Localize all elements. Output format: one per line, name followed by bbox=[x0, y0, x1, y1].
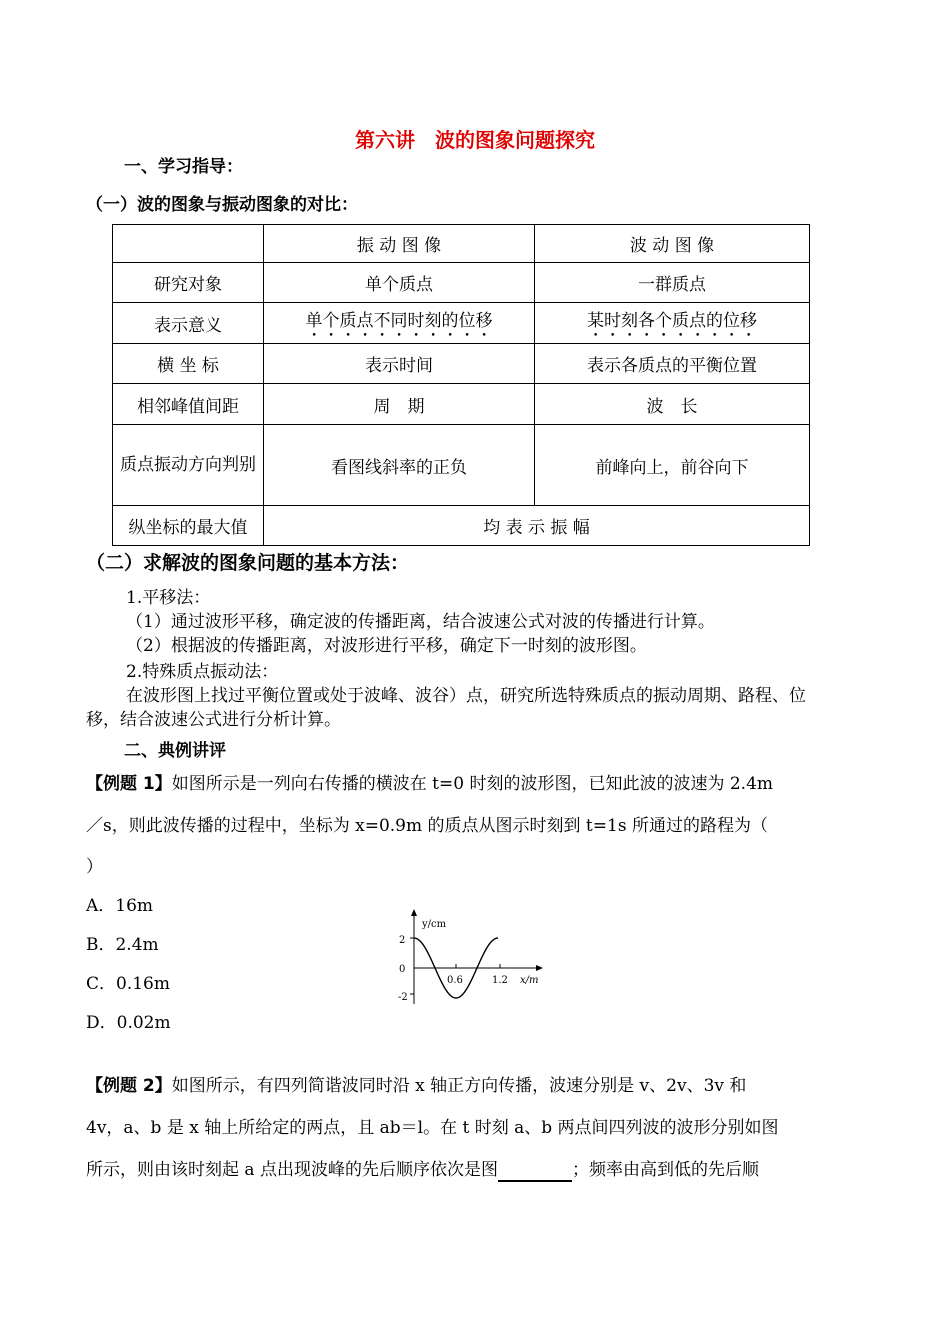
method-item: （1）通过波形平移，确定波的传播距离，结合波速公式对波的传播进行计算。 bbox=[126, 612, 715, 632]
table-row-label: 横 坐 标 bbox=[113, 344, 264, 384]
y-axis-label: y/cm bbox=[422, 919, 447, 930]
table-header-cell: 振 动 图 像 bbox=[264, 225, 535, 263]
answer-blank bbox=[498, 1162, 572, 1182]
table-row bbox=[113, 303, 810, 344]
option-b: B．2.4m bbox=[86, 935, 159, 955]
table-cell bbox=[264, 303, 535, 344]
y-axis-arrow bbox=[411, 909, 417, 916]
table-cell: 单个质点 bbox=[264, 263, 535, 303]
example-2-line-3 bbox=[86, 1158, 856, 1182]
table-cell bbox=[535, 303, 810, 344]
table-row bbox=[113, 425, 810, 506]
x-tick-label: 1.2 bbox=[492, 975, 508, 986]
section-heading-guidance: 一、学习指导： bbox=[124, 157, 243, 177]
method-item: （2）根据波的传播距离，对波形进行平移，确定下一时刻的波形图。 bbox=[126, 636, 647, 656]
example-1-line-2: ／s，则此波传播的过程中，坐标为 x=0.9m 的质点从图示时刻到 t=1s 所通过的路程为（ bbox=[86, 816, 768, 836]
method-paragraph: 在波形图上找过平衡位置或处于波峰、波谷）点，研究所选特殊质点的振动周期、路程、位移，结合波速公式进行分析计算。 bbox=[86, 686, 806, 730]
example-2-tag: 【例题 2】 bbox=[86, 1076, 172, 1096]
table-cell: 前峰向上，前谷向下 bbox=[535, 425, 810, 506]
table-cell: 看图线斜率的正负 bbox=[264, 425, 535, 506]
table-header-row bbox=[113, 225, 810, 263]
wave-graph bbox=[390, 906, 550, 1006]
example-2-text: 如图所示，有四列简谐波同时沿 x 轴正方向传播，波速分别是 v、2v、3v 和 bbox=[171, 1076, 747, 1096]
y-tick-label: 2 bbox=[399, 935, 406, 946]
table-row-label: 表示意义 bbox=[113, 303, 264, 344]
table-header-cell: 波 动 图 像 bbox=[535, 225, 810, 263]
method-item: 2.特殊质点振动法： bbox=[126, 662, 279, 682]
table-row-label: 质点振动方向判别 bbox=[113, 425, 264, 506]
table-row bbox=[113, 263, 810, 303]
x-tick-label: 0.6 bbox=[447, 975, 463, 986]
subsection-heading-methods: （二）求解波的图象问题的基本方法： bbox=[86, 552, 410, 574]
example-2-text: ；频率由高到低的先后顺 bbox=[571, 1160, 759, 1180]
table-merged-cell: 均 表 示 振 幅 bbox=[264, 506, 810, 546]
y-tick-label: -2 bbox=[398, 992, 408, 1003]
table-row bbox=[113, 506, 810, 546]
table-cell: 表示时间 bbox=[264, 344, 535, 384]
origin-label: 0 bbox=[399, 964, 406, 975]
table-cell: 周 期 bbox=[264, 384, 535, 425]
emphasized-text: 单个质点不同时刻的位移 bbox=[305, 310, 493, 331]
example-1-tag: 【例题 1】 bbox=[86, 774, 172, 794]
table-row-label: 研究对象 bbox=[113, 263, 264, 303]
section-heading-examples: 二、典例讲评 bbox=[124, 741, 226, 761]
x-axis-label: x/m bbox=[520, 975, 539, 986]
comparison-table bbox=[112, 224, 810, 546]
table-row bbox=[113, 344, 810, 384]
method-item: 1.平移法： bbox=[126, 588, 211, 608]
example-2-text: 所示，则由该时刻起 a 点出现波峰的先后顺序依次是图 bbox=[86, 1160, 498, 1180]
example-1-text: 如图所示是一列向右传播的横波在 t=0 时刻的波形图，已知此波的波速为 2.4m bbox=[171, 774, 774, 794]
emphasized-text: 某时刻各个质点的位移 bbox=[587, 310, 757, 331]
example-2-line-2: 4v，a、b 是 x 轴上所给定的两点，且 ab＝l。在 t 时刻 a、b 两点间四列波的波形分别如图 bbox=[86, 1118, 779, 1138]
x-axis-arrow bbox=[536, 965, 543, 971]
subsection-heading-comparison: （一）波的图象与振动图象的对比： bbox=[86, 195, 358, 215]
table-row-label: 相邻峰值间距 bbox=[113, 384, 264, 425]
table-cell: 一群质点 bbox=[535, 263, 810, 303]
table-row-label: 纵坐标的最大值 bbox=[113, 506, 264, 546]
page-title: 第六讲 波的图象问题探究 bbox=[355, 128, 595, 152]
table-cell: 表示各质点的平衡位置 bbox=[535, 344, 810, 384]
example-1-line-1 bbox=[86, 772, 846, 796]
table-row bbox=[113, 384, 810, 425]
option-c: C．0.16m bbox=[86, 974, 170, 994]
option-a: A．16m bbox=[86, 896, 154, 916]
table-cell: 波 长 bbox=[535, 384, 810, 425]
table-header-cell bbox=[113, 225, 264, 263]
example-1-line-3: ） bbox=[86, 857, 103, 877]
option-d: D．0.02m bbox=[86, 1013, 171, 1033]
example-2-line-1 bbox=[86, 1074, 846, 1098]
